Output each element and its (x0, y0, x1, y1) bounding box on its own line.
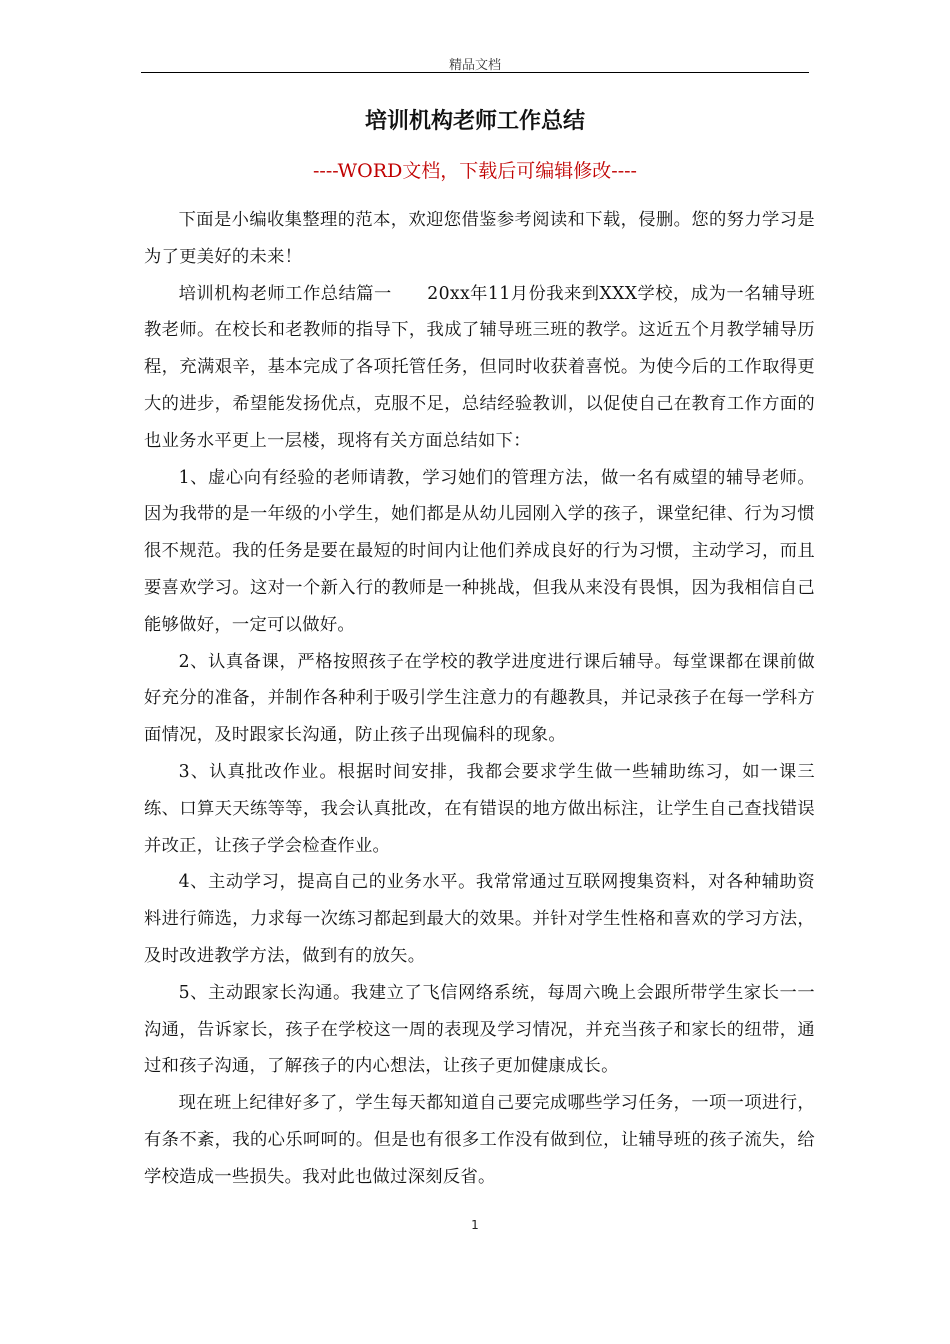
document-body (144, 202, 815, 1196)
document-title: 培训机构老师工作总结 (364, 108, 585, 134)
paragraph-item-3: 3、认真批改作业。根据时间安排，我都会要求学生做一些辅助练习，如一课三练、口算天天练等等，我会认真批改，在有错误的地方做出标注，让学生自己查找错误并改正，让孩子学会检查作业。 (144, 761, 815, 856)
paragraph-item-1: 1、虚心向有经验的老师请教，学习她们的管理方法，做一名有威望的辅导老师。因为我带的是一年级的小学生，她们都是从幼儿园刚入学的孩子，课堂纪律、行为习惯很不规范。我的任务是要在最短的时间内让他们养成良好的行为习惯，主动学习，而且要喜欢学习。这对一个新入行的教师是一种挑战，但我从来没有畏惧，因为我相信自己能够做好，一定可以做好。 (144, 467, 815, 635)
paragraph-item-2: 2、认真备课，严格按照孩子在学校的教学进度进行课后辅导。每堂课都在课前做好充分的准备，并制作各种利于吸引学生注意力的有趣教具，并记录孩子在每一学科方面情况，及时跟家长沟通，防止孩子出现偏科的现象。 (144, 651, 815, 746)
paragraph-item-5: 5、主动跟家长沟通。我建立了飞信网络系统，每周六晚上会跟所带学生家长一一沟通，告诉家长，孩子在学校这一周的表现及学习情况，并充当孩子和家长的纽带，通过和孩子沟通，了解孩子的内心想法，让孩子更加健康成长。 (144, 982, 815, 1077)
paragraph-item-4: 4、主动学习，提高自己的业务水平。我常常通过互联网搜集资料，对各种辅助资料进行筛选，力求每一次练习都起到最大的效果。并针对学生性格和喜欢的学习方法，及时改进教学方法，做到有的放矢。 (144, 872, 815, 966)
paragraph-closing: 现在班上纪律好多了，学生每天都知道自己要完成哪些学习任务，一项一项进行，有条不紊，我的心乐呵呵的。但是也有很多工作没有做到位，让辅导班的孩子流失，给学校造成一些损失。我对此也做过深刻反省。 (144, 1093, 815, 1187)
paragraph-intro: 下面是小编收集整理的范本，欢迎您借鉴参考阅读和下载，侵删。您的努力学习是为了更美好的未来！ (144, 210, 815, 267)
paragraph-opening: 培训机构老师工作总结篇一 20xx年11月份我来到XXX学校，成为一名辅导班教老师。在校长和老教师的指导下，我成了辅导班三班的教学。这近五个月教学辅导历程，充满艰辛，基本完成了各项托管任务，但同时收获着喜悦。为使今后的工作取得更大的进步，希望能发扬优点，克服不足，总结经验教训，以促使自己在教育工作方面的也业务水平更上一层楼，现将有关方面总结如下： (144, 283, 815, 451)
page-number: 1 (471, 1218, 479, 1232)
document-subtitle: ----WORD文档，下载后可编辑修改---- (313, 160, 637, 182)
header-divider (141, 72, 809, 73)
header-label: 精品文档 (448, 58, 501, 73)
